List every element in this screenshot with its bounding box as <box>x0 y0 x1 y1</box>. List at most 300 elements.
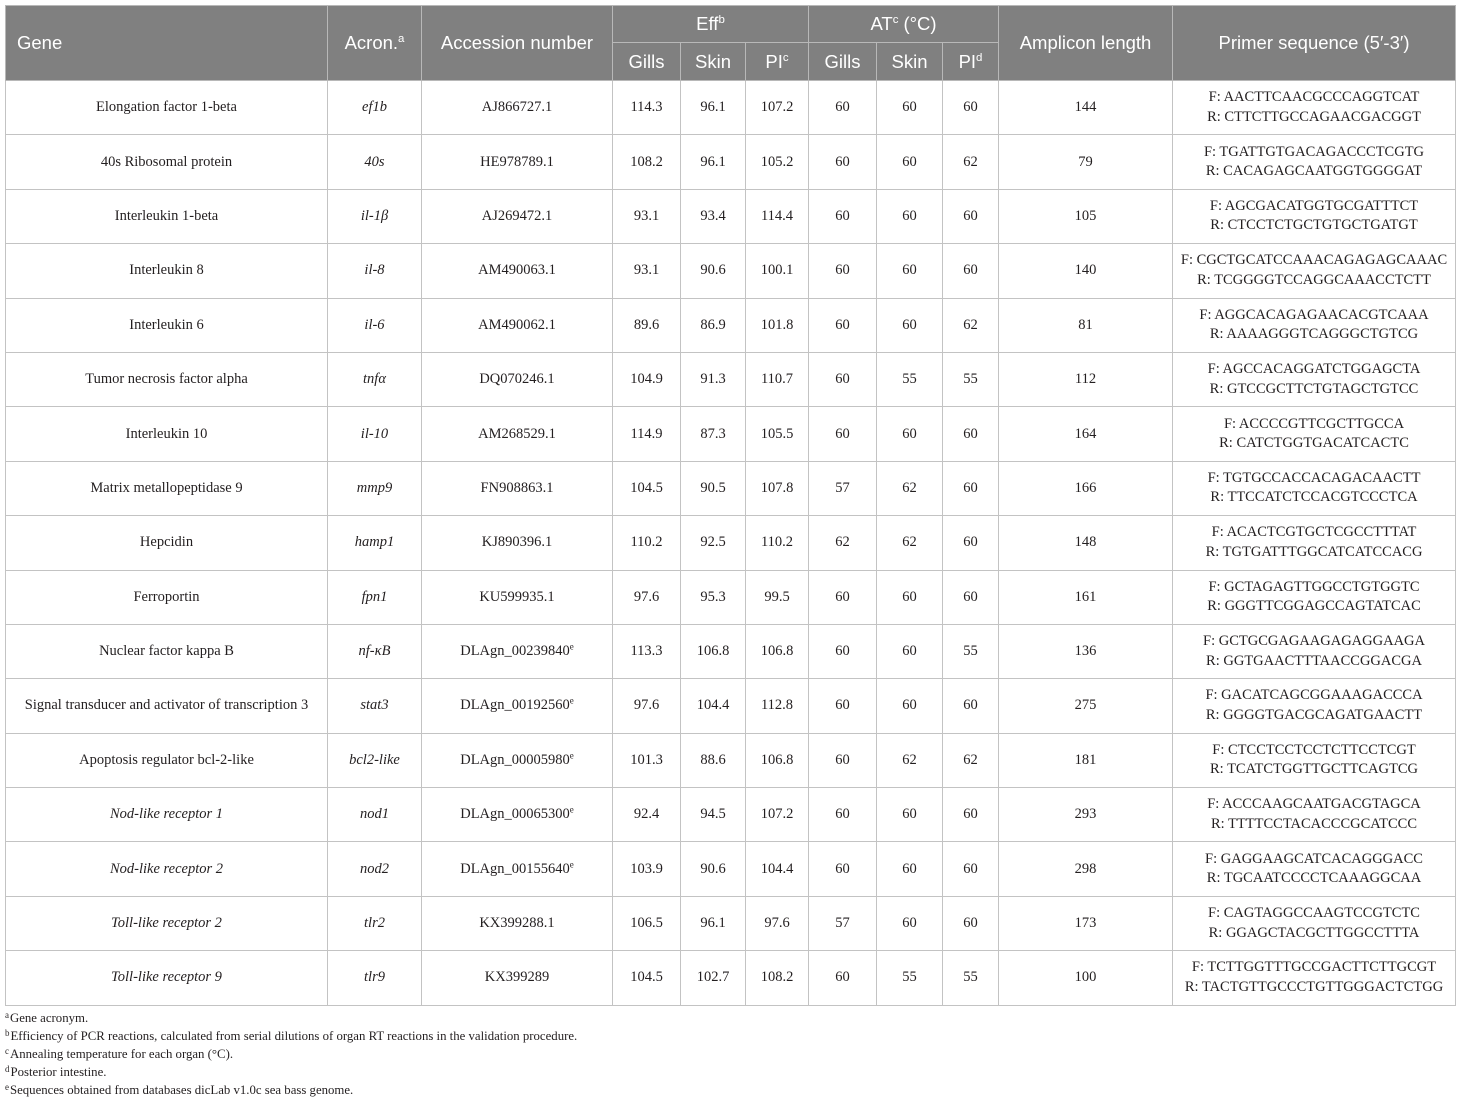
at-pi-cell: 62 <box>943 298 999 352</box>
eff-skin-cell: 96.1 <box>681 135 746 189</box>
table-row <box>6 244 1456 298</box>
eff-skin-cell: 94.5 <box>681 788 746 842</box>
acronym-cell: bcl2-like <box>328 733 422 787</box>
header-at-note: c <box>892 14 899 27</box>
primer-table <box>5 5 1456 1006</box>
at-gills-cell: 60 <box>809 679 877 733</box>
amplicon-length-cell: 79 <box>999 135 1173 189</box>
eff-skin-cell: 102.7 <box>681 951 746 1005</box>
gene-name-cell: Matrix metallopeptidase 9 <box>6 461 328 515</box>
at-gills-cell: 62 <box>809 516 877 570</box>
at-gills-cell: 60 <box>809 570 877 624</box>
header-eff-note: b <box>718 14 725 27</box>
eff-skin-cell: 93.4 <box>681 189 746 243</box>
eff-gills-cell: 104.5 <box>613 951 681 1005</box>
at-gills-cell: 60 <box>809 244 877 298</box>
acronym-cell: il-1β <box>328 189 422 243</box>
at-skin-cell: 60 <box>877 570 943 624</box>
accession-number: KX399288.1 <box>479 915 555 932</box>
footnote <box>5 1063 1445 1081</box>
primer-cell <box>1173 352 1456 406</box>
subheader-eff-gills: Gills <box>613 43 681 81</box>
accession-number: DLAgn_00239840 <box>460 643 570 660</box>
footnote-text: Sequences obtained from databases dicLab v1.0c sea bass genome. <box>9 1083 354 1097</box>
acronym-cell: fpn1 <box>328 570 422 624</box>
eff-pi-cell: 107.8 <box>746 461 809 515</box>
at-gills-cell: 60 <box>809 733 877 787</box>
primer-forward: F: GAGGAAGCATCACAGGGACC <box>1205 850 1423 867</box>
accession-number: KJ890396.1 <box>481 534 553 551</box>
subheader-at-pi-label: PI <box>958 50 977 72</box>
eff-pi-cell: 114.4 <box>746 189 809 243</box>
gene-name-cell: Interleukin 1-beta <box>6 189 328 243</box>
primer-forward: F: AGGCACAGAGAACACGTCAAA <box>1199 306 1429 323</box>
eff-gills-cell: 114.3 <box>613 81 681 135</box>
at-skin-cell: 60 <box>877 189 943 243</box>
eff-gills-cell: 104.5 <box>613 461 681 515</box>
at-pi-cell: 60 <box>943 679 999 733</box>
primer-forward: F: CAGTAGGCCAAGTCCGTCTC <box>1208 905 1420 922</box>
footnote <box>5 1027 1445 1045</box>
primer-forward: F: TGTGCCACCACAGACAACTT <box>1207 469 1421 486</box>
table-row <box>6 733 1456 787</box>
subheader-at-pi-note: d <box>976 51 983 64</box>
accession-number: AJ866727.1 <box>481 99 553 116</box>
at-gills-cell: 60 <box>809 189 877 243</box>
primer-cell <box>1173 842 1456 896</box>
eff-gills-cell: 103.9 <box>613 842 681 896</box>
primer-forward: F: GCTAGAGTTGGCCTGTGGTC <box>1208 578 1420 595</box>
eff-skin-cell: 106.8 <box>681 624 746 678</box>
eff-gills-cell: 114.9 <box>613 407 681 461</box>
at-gills-cell: 60 <box>809 951 877 1005</box>
subheader-at-pi <box>943 43 999 81</box>
eff-gills-cell: 113.3 <box>613 624 681 678</box>
at-gills-cell: 60 <box>809 842 877 896</box>
table-row <box>6 135 1456 189</box>
subheader-eff-pi-note: c <box>782 51 789 64</box>
at-gills-cell: 60 <box>809 81 877 135</box>
at-skin-cell: 60 <box>877 788 943 842</box>
table-row <box>6 189 1456 243</box>
eff-skin-cell: 88.6 <box>681 733 746 787</box>
at-pi-cell: 60 <box>943 788 999 842</box>
at-pi-cell: 60 <box>943 81 999 135</box>
eff-gills-cell: 101.3 <box>613 733 681 787</box>
at-skin-cell: 60 <box>877 244 943 298</box>
at-gills-cell: 60 <box>809 298 877 352</box>
accession-cell <box>422 624 613 678</box>
primer-cell <box>1173 624 1456 678</box>
amplicon-length-cell: 148 <box>999 516 1173 570</box>
at-pi-cell: 60 <box>943 570 999 624</box>
primer-cell <box>1173 679 1456 733</box>
eff-pi-cell: 97.6 <box>746 896 809 950</box>
eff-gills-cell: 108.2 <box>613 135 681 189</box>
accession-cell <box>422 407 613 461</box>
header-acronym-note: a <box>398 33 405 46</box>
eff-gills-cell: 93.1 <box>613 189 681 243</box>
header-amplicon-length: Amplicon length <box>999 6 1173 81</box>
eff-pi-cell: 105.5 <box>746 407 809 461</box>
at-pi-cell: 55 <box>943 352 999 406</box>
accession-cell <box>422 298 613 352</box>
accession-cell <box>422 679 613 733</box>
accession-cell <box>422 896 613 950</box>
primer-forward: F: AGCCACAGGATCTGGAGCTA <box>1207 361 1421 378</box>
eff-skin-cell: 96.1 <box>681 81 746 135</box>
header-eff-label: Eff <box>696 13 719 34</box>
gene-name-cell: Nuclear factor kappa B <box>6 624 328 678</box>
primer-reverse: R: TGTGATTTGGCATCATCCACG <box>1205 543 1423 560</box>
table-footnotes <box>5 1009 1445 1099</box>
primer-reverse: R: CATCTGGTGACATCACTC <box>1219 435 1409 452</box>
at-skin-cell: 62 <box>877 516 943 570</box>
primer-reverse: R: TTTTCCTACACCCGCATCCC <box>1210 815 1418 832</box>
gene-name-cell: Hepcidin <box>6 516 328 570</box>
eff-pi-cell: 101.8 <box>746 298 809 352</box>
accession-cell <box>422 733 613 787</box>
primer-cell <box>1173 407 1456 461</box>
eff-gills-cell: 106.5 <box>613 896 681 950</box>
gene-name-cell: Nod-like receptor 1 <box>6 788 328 842</box>
amplicon-length-cell: 81 <box>999 298 1173 352</box>
at-skin-cell: 60 <box>877 407 943 461</box>
footnote-mark: d <box>5 1063 10 1074</box>
accession-cell <box>422 570 613 624</box>
header-acronym <box>328 6 422 81</box>
table-row <box>6 788 1456 842</box>
amplicon-length-cell: 136 <box>999 624 1173 678</box>
at-gills-cell: 60 <box>809 624 877 678</box>
acronym-cell: tnfα <box>328 352 422 406</box>
acronym-cell: mmp9 <box>328 461 422 515</box>
accession-number: AM268529.1 <box>478 425 556 442</box>
eff-skin-cell: 104.4 <box>681 679 746 733</box>
at-pi-cell: 55 <box>943 951 999 1005</box>
acronym-cell: tlr2 <box>328 896 422 950</box>
at-pi-cell: 55 <box>943 624 999 678</box>
eff-pi-cell: 110.7 <box>746 352 809 406</box>
amplicon-length-cell: 293 <box>999 788 1173 842</box>
gene-name-cell: Interleukin 6 <box>6 298 328 352</box>
at-pi-cell: 60 <box>943 842 999 896</box>
at-skin-cell: 55 <box>877 951 943 1005</box>
accession-footnote-mark: e <box>569 804 574 815</box>
primer-cell <box>1173 189 1456 243</box>
accession-number: AJ269472.1 <box>481 207 553 224</box>
accession-number: DLAgn_00005980 <box>460 751 570 768</box>
footnote <box>5 1045 1445 1063</box>
eff-gills-cell: 89.6 <box>613 298 681 352</box>
eff-pi-cell: 107.2 <box>746 81 809 135</box>
primer-reverse: R: GTCCGCTTCTGTAGCTGTCC <box>1209 380 1419 397</box>
table-row <box>6 516 1456 570</box>
eff-gills-cell: 92.4 <box>613 788 681 842</box>
eff-skin-cell: 86.9 <box>681 298 746 352</box>
gene-name-cell: Apoptosis regulator bcl-2-like <box>6 733 328 787</box>
acronym-cell: il-6 <box>328 298 422 352</box>
at-skin-cell: 60 <box>877 679 943 733</box>
at-skin-cell: 60 <box>877 896 943 950</box>
eff-skin-cell: 91.3 <box>681 352 746 406</box>
accession-footnote-mark: e <box>569 641 574 652</box>
gene-name-cell: Signal transducer and activator of transcription 3 <box>6 679 328 733</box>
table-row <box>6 842 1456 896</box>
primer-cell <box>1173 951 1456 1005</box>
table-row <box>6 461 1456 515</box>
eff-skin-cell: 90.6 <box>681 842 746 896</box>
primer-cell <box>1173 461 1456 515</box>
at-skin-cell: 60 <box>877 842 943 896</box>
table-row <box>6 951 1456 1005</box>
accession-footnote-mark: e <box>569 859 574 870</box>
at-pi-cell: 60 <box>943 896 999 950</box>
eff-pi-cell: 106.8 <box>746 624 809 678</box>
at-skin-cell: 60 <box>877 81 943 135</box>
primer-table-container <box>5 5 1455 1006</box>
footnote <box>5 1081 1445 1099</box>
accession-cell <box>422 842 613 896</box>
accession-number: KX399289 <box>484 969 550 986</box>
at-gills-cell: 60 <box>809 407 877 461</box>
at-pi-cell: 60 <box>943 516 999 570</box>
table-row <box>6 352 1456 406</box>
acronym-cell: ef1b <box>328 81 422 135</box>
footnote-text: Posterior intestine. <box>10 1065 107 1079</box>
primer-forward: F: GCTGCGAGAAGAGAGGAAGA <box>1203 633 1425 650</box>
primer-reverse: R: CTCCTCTGCTGTGCTGATGT <box>1210 217 1418 234</box>
footnote-text: Annealing temperature for each organ (°C). <box>9 1047 234 1061</box>
header-gene: Gene <box>6 6 328 81</box>
amplicon-length-cell: 100 <box>999 951 1173 1005</box>
accession-cell <box>422 461 613 515</box>
footnote-text: Gene acronym. <box>9 1011 89 1025</box>
accession-number: AM490063.1 <box>478 262 556 279</box>
primer-reverse: R: TACTGTTGCCCTGTTGGGACTCTGG <box>1184 978 1444 995</box>
eff-gills-cell: 93.1 <box>613 244 681 298</box>
primer-forward: F: ACACTCGTGCTCGCCTTTAT <box>1211 524 1417 541</box>
header-eff <box>613 6 809 43</box>
primer-forward: F: CGCTGCATCCAAACAGAGAGCAAAC <box>1180 252 1448 269</box>
acronym-cell: il-10 <box>328 407 422 461</box>
table-row <box>6 679 1456 733</box>
accession-cell <box>422 81 613 135</box>
primer-reverse: R: CTTCTTGCCAGAACGACGGT <box>1207 108 1421 125</box>
accession-cell <box>422 951 613 1005</box>
accession-number: KU599935.1 <box>479 588 555 605</box>
eff-pi-cell: 110.2 <box>746 516 809 570</box>
primer-cell <box>1173 570 1456 624</box>
gene-name-cell: Interleukin 10 <box>6 407 328 461</box>
subheader-eff-pi <box>746 43 809 81</box>
primer-reverse: R: TCATCTGGTTGCTTCAGTCG <box>1210 761 1418 778</box>
primer-forward: F: TCTTGGTTTGCCGACTTCTTGCGT <box>1191 959 1437 976</box>
table-row <box>6 896 1456 950</box>
accession-number: DLAgn_00155640 <box>460 860 570 877</box>
amplicon-length-cell: 298 <box>999 842 1173 896</box>
at-gills-cell: 57 <box>809 461 877 515</box>
amplicon-length-cell: 166 <box>999 461 1173 515</box>
subheader-eff-pi-label: PI <box>765 50 783 72</box>
at-pi-cell: 62 <box>943 733 999 787</box>
footnote-mark: a <box>5 1009 9 1020</box>
primer-reverse: R: GGAGCTACGCTTGGCCTTTA <box>1208 924 1420 941</box>
primer-forward: F: CTCCTCCTCCTCTTCCTCGT <box>1212 741 1416 758</box>
primer-reverse: R: TGCAATCCCCTCAAAGGCAA <box>1206 870 1422 887</box>
at-skin-cell: 62 <box>877 733 943 787</box>
primer-reverse: R: TCGGGGTCCAGGCAAACCTCTT <box>1197 271 1431 288</box>
table-header <box>6 6 1456 81</box>
primer-forward: F: TGATTGTGACAGACCCTCGTG <box>1203 143 1425 160</box>
primer-cell <box>1173 516 1456 570</box>
accession-number: FN908863.1 <box>480 479 554 496</box>
footnote <box>5 1009 1445 1027</box>
accession-cell <box>422 352 613 406</box>
amplicon-length-cell: 144 <box>999 81 1173 135</box>
subheader-at-gills: Gills <box>809 43 877 81</box>
at-pi-cell: 60 <box>943 244 999 298</box>
at-skin-cell: 62 <box>877 461 943 515</box>
table-row <box>6 81 1456 135</box>
primer-cell <box>1173 733 1456 787</box>
eff-skin-cell: 92.5 <box>681 516 746 570</box>
footnote-mark: e <box>5 1081 9 1092</box>
primer-forward: F: AACTTCAACGCCCAGGTCAT <box>1208 89 1420 106</box>
accession-cell <box>422 135 613 189</box>
amplicon-length-cell: 181 <box>999 733 1173 787</box>
amplicon-length-cell: 275 <box>999 679 1173 733</box>
accession-number: AM490062.1 <box>478 316 556 333</box>
gene-name-cell: Ferroportin <box>6 570 328 624</box>
acronym-cell: stat3 <box>328 679 422 733</box>
footnote-mark: b <box>5 1027 10 1038</box>
eff-gills-cell: 104.9 <box>613 352 681 406</box>
header-at <box>809 6 999 43</box>
at-pi-cell: 60 <box>943 189 999 243</box>
primer-reverse: R: GGGGTGACGCAGATGAACTT <box>1205 706 1423 723</box>
primer-reverse: R: TTCCATCTCCACGTCCCTCA <box>1210 489 1418 506</box>
header-at-unit: (°C) <box>903 13 937 34</box>
gene-name-cell: Toll-like receptor 9 <box>6 951 328 1005</box>
at-gills-cell: 60 <box>809 352 877 406</box>
gene-name-cell: 40s Ribosomal protein <box>6 135 328 189</box>
primer-forward: F: ACCCCGTTCGCTTGCCA <box>1223 415 1405 432</box>
gene-name-cell: Interleukin 8 <box>6 244 328 298</box>
acronym-cell: nod1 <box>328 788 422 842</box>
gene-name-cell: Elongation factor 1-beta <box>6 81 328 135</box>
table-body <box>6 81 1456 1006</box>
acronym-cell: nod2 <box>328 842 422 896</box>
eff-pi-cell: 99.5 <box>746 570 809 624</box>
eff-skin-cell: 90.6 <box>681 244 746 298</box>
header-row-top <box>6 6 1456 43</box>
footnote-text: Efficiency of PCR reactions, calculated from serial dilutions of organ RT reactions in the validation procedure. <box>10 1029 578 1043</box>
accession-number: HE978789.1 <box>480 153 554 170</box>
primer-cell <box>1173 788 1456 842</box>
eff-pi-cell: 107.2 <box>746 788 809 842</box>
header-at-label: AT <box>870 13 893 34</box>
eff-skin-cell: 95.3 <box>681 570 746 624</box>
at-gills-cell: 57 <box>809 896 877 950</box>
eff-pi-cell: 105.2 <box>746 135 809 189</box>
footnote-mark: c <box>5 1045 9 1056</box>
eff-gills-cell: 110.2 <box>613 516 681 570</box>
accession-cell <box>422 244 613 298</box>
at-skin-cell: 60 <box>877 298 943 352</box>
acronym-cell: nf-κB <box>328 624 422 678</box>
eff-skin-cell: 87.3 <box>681 407 746 461</box>
amplicon-length-cell: 173 <box>999 896 1173 950</box>
accession-number: DLAgn_00192560 <box>460 697 570 714</box>
acronym-cell: tlr9 <box>328 951 422 1005</box>
at-pi-cell: 60 <box>943 407 999 461</box>
primer-reverse: R: CACAGAGCAATGGTGGGGAT <box>1205 163 1423 180</box>
eff-pi-cell: 108.2 <box>746 951 809 1005</box>
eff-pi-cell: 112.8 <box>746 679 809 733</box>
at-gills-cell: 60 <box>809 788 877 842</box>
primer-cell <box>1173 81 1456 135</box>
table-row <box>6 407 1456 461</box>
at-skin-cell: 60 <box>877 135 943 189</box>
amplicon-length-cell: 112 <box>999 352 1173 406</box>
accession-footnote-mark: e <box>569 696 574 707</box>
acronym-cell: il-8 <box>328 244 422 298</box>
primer-reverse: R: GGTGAACTTTAACCGGACGA <box>1206 652 1422 669</box>
accession-footnote-mark: e <box>569 750 574 761</box>
primer-cell <box>1173 135 1456 189</box>
gene-name-cell: Toll-like receptor 2 <box>6 896 328 950</box>
accession-cell <box>422 189 613 243</box>
amplicon-length-cell: 140 <box>999 244 1173 298</box>
eff-pi-cell: 100.1 <box>746 244 809 298</box>
eff-pi-cell: 104.4 <box>746 842 809 896</box>
primer-forward: F: ACCCAAGCAATGACGTAGCA <box>1207 796 1421 813</box>
primer-reverse: R: GGGTTCGGAGCCAGTATCAC <box>1207 598 1421 615</box>
subheader-eff-skin: Skin <box>681 43 746 81</box>
primer-forward: F: GACATCAGCGGAAAGACCCA <box>1205 687 1423 704</box>
at-gills-cell: 60 <box>809 135 877 189</box>
eff-skin-cell: 90.5 <box>681 461 746 515</box>
acronym-cell: 40s <box>328 135 422 189</box>
primer-reverse: R: AAAAGGGTCAGGGCTGTCG <box>1209 326 1419 343</box>
eff-gills-cell: 97.6 <box>613 570 681 624</box>
accession-cell <box>422 516 613 570</box>
at-skin-cell: 60 <box>877 624 943 678</box>
at-pi-cell: 62 <box>943 135 999 189</box>
subheader-at-skin: Skin <box>877 43 943 81</box>
eff-pi-cell: 106.8 <box>746 733 809 787</box>
primer-forward: F: AGCGACATGGTGCGATTTCT <box>1209 197 1419 214</box>
header-accession-number: Accession number <box>422 6 613 81</box>
primer-cell <box>1173 298 1456 352</box>
amplicon-length-cell: 161 <box>999 570 1173 624</box>
accession-number: DQ070246.1 <box>479 371 555 388</box>
header-primer-sequence: Primer sequence (5′-3′) <box>1173 6 1456 81</box>
at-pi-cell: 60 <box>943 461 999 515</box>
gene-name-cell: Tumor necrosis factor alpha <box>6 352 328 406</box>
table-row <box>6 624 1456 678</box>
accession-number: DLAgn_00065300 <box>460 806 570 823</box>
table-row <box>6 570 1456 624</box>
eff-skin-cell: 96.1 <box>681 896 746 950</box>
acronym-cell: hamp1 <box>328 516 422 570</box>
gene-name-cell: Nod-like receptor 2 <box>6 842 328 896</box>
at-skin-cell: 55 <box>877 352 943 406</box>
primer-cell <box>1173 244 1456 298</box>
table-row <box>6 298 1456 352</box>
eff-gills-cell: 97.6 <box>613 679 681 733</box>
